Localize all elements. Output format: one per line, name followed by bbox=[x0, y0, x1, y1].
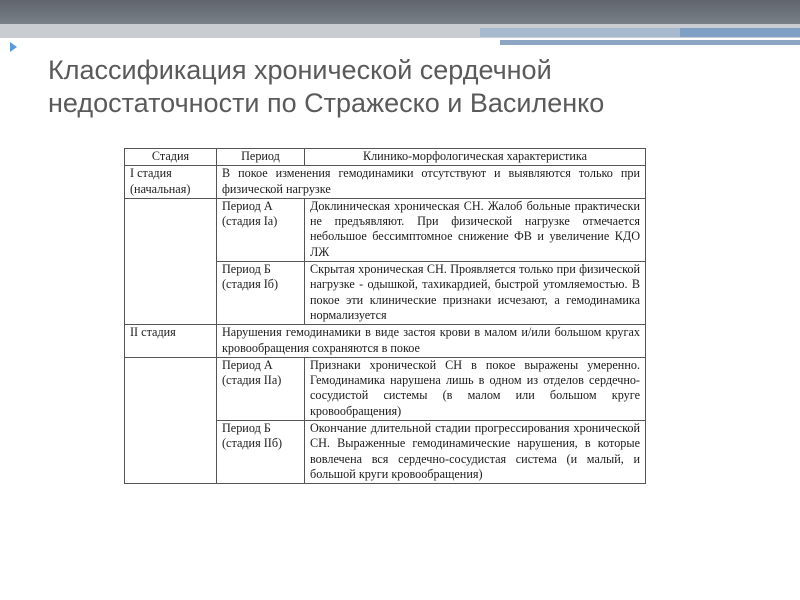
header-characteristic: Клинико-морфологическая характеристика bbox=[305, 149, 646, 166]
stage1-empty-cell bbox=[125, 198, 217, 324]
stage1-period-b-label: Период Б (стадия Iб) bbox=[217, 262, 305, 325]
header-accent-thin-stripe bbox=[500, 40, 800, 45]
table-row-stage1 bbox=[125, 166, 646, 199]
stage2-period-b-text: Окончание длительной стадии прогрессирования хронической СН. Выраженные гемодинамические нарушения, в которые вовлечена вся сердечно-сосудистая система (и малый, и большой круги кровообращения) bbox=[305, 421, 646, 484]
table-header-row bbox=[125, 149, 646, 166]
stage2-description: Нарушения гемодинамики в виде застоя крови в малом и/или большом кругах кровообращения сохраняются в покое bbox=[217, 325, 646, 358]
stage1-description: В покое изменения гемодинамики отсутствуют и выявляются только при физической нагрузке bbox=[217, 166, 646, 199]
table-row-stage2 bbox=[125, 325, 646, 358]
header-stage: Стадия bbox=[125, 149, 217, 166]
slide-bullet-icon bbox=[10, 42, 17, 52]
table-row-stage1-period-a bbox=[125, 198, 646, 261]
header-period: Период bbox=[217, 149, 305, 166]
table-row-stage2-period-a bbox=[125, 357, 646, 420]
stage2-cell: II стадия bbox=[125, 325, 217, 358]
stage2-period-a-text: Признаки хронической СН в покое выражены умеренно. Гемодинамика нарушена лишь в одном из отделов сердечно-сосудистой системы (в малом или большом круге кровообращения) bbox=[305, 357, 646, 420]
stage2-period-a-label: Период А (стадия IIа) bbox=[217, 357, 305, 420]
stage2-period-b-label: Период Б (стадия IIб) bbox=[217, 421, 305, 484]
stage1-period-a-label: Период А (стадия Iа) bbox=[217, 198, 305, 261]
header-band-dark bbox=[0, 0, 800, 24]
stage2-empty-cell bbox=[125, 357, 217, 483]
stage1-period-a-text: Доклиническая хроническая СН. Жалоб больные практически не предъявляют. При физической нагрузке отмечается небольшое бессимптомное снижение ФВ и увеличение КДО ЛЖ bbox=[305, 198, 646, 261]
classification-table bbox=[124, 148, 646, 484]
slide-title: Классификация хронической сердечной недостаточности по Стражеско и Василенко bbox=[48, 55, 605, 118]
header-accent-stripe-right bbox=[680, 28, 800, 37]
stage1-period-b-text: Скрытая хроническая СН. Проявляется только при физической нагрузке - одышкой, тахикардией, быстрой утомляемостью. В покое эти клинические признаки исчезают, а гемодинамика нормализуется bbox=[305, 262, 646, 325]
stage1-cell: I стадия (начальная) bbox=[125, 166, 217, 199]
classification-table-image bbox=[124, 148, 646, 552]
